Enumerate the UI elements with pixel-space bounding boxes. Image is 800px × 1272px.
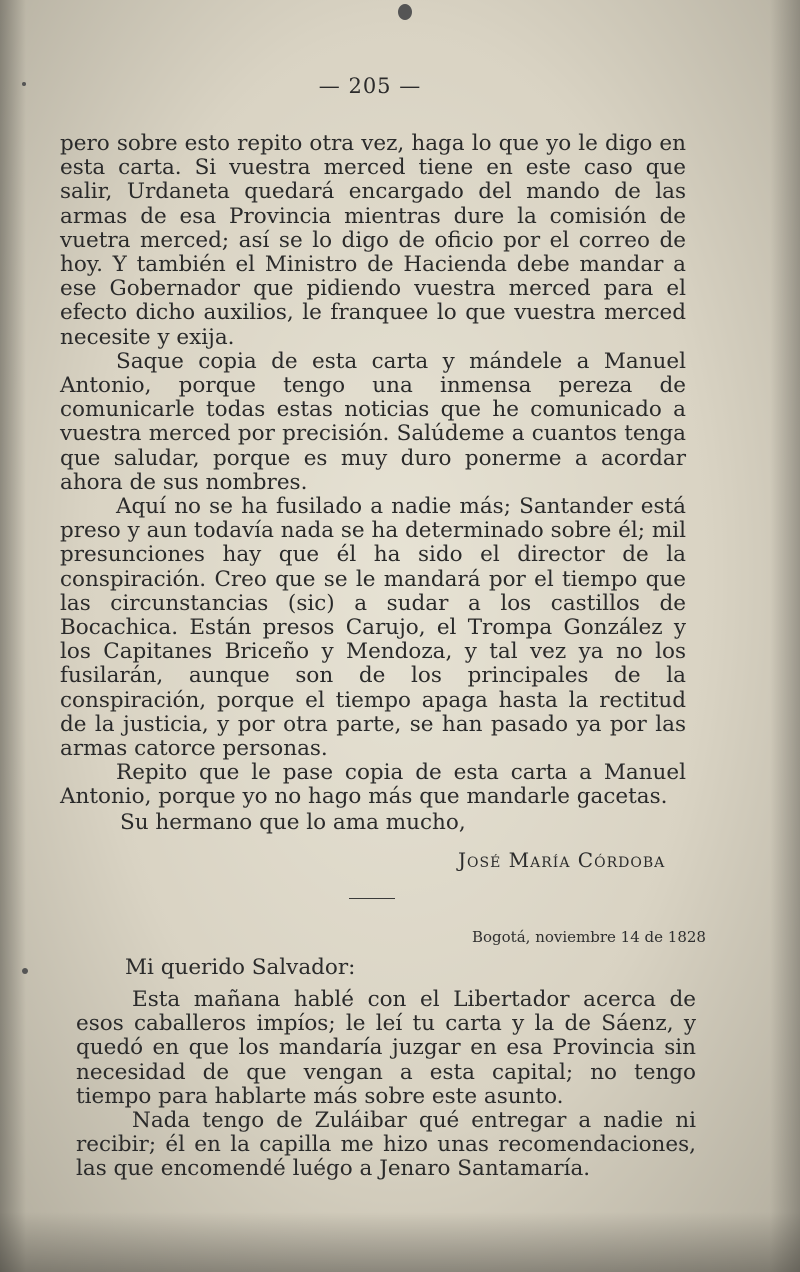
letter-2-paragraph: Esta mañana hablé con el Libertador acerca de esos caballeros impíos; le leí tu carta y la de Sáenz, y quedó en que los mandaría juzgar en esa Provincia sin necesidad de que vengan a esta capital; no tengo tiempo para hablarte más sobre este asunto. [76,987,696,1109]
letter-1-body [60,132,686,810]
page-number: — 205 — [318,74,422,98]
letter-1-paragraph: Aquí no se ha fusilado a nadie más; Santander está preso y aun todavía nada se ha determinado sobre él; mil presunciones hay que él ha sido el director de la conspiración. Creo que se le mandará por el tiempo que las circunstancias (sic) a sudar a los castillos de Bocachica. Están presos Carujo, el Trompa González y los Capitanes Briceño y Mendoza, y tal vez ya no los fusilarán, aunque son de los principales de la conspiración, porque el tiempo apaga hasta la rectitud de la justicia, y por otra parte, se han pasado ya por las armas catorce personas. [60,494,686,762]
letter-2-paragraph: Nada tengo de Zuláibar qué entregar a nadie ni recibir; él en la capilla me hizo unas recomendaciones, las que encomendé luégo a Jenaro Santamaría. [76,1108,696,1182]
letter-1-paragraph: pero sobre esto repito otra vez, haga lo que yo le digo en esta carta. Si vuestra merced tiene en este caso que salir, Urdaneta quedará encargado del mando de las armas de esa Provincia mientras dure la comisión de vuetra merced; así se lo digo de oficio por el correo de hoy. Y también el Ministro de Hacienda debe mandar a ese Gobernador que pidiendo vuestra merced para el efecto dicho auxilios, le franquee lo que vuestra merced necesite y exija. [60,131,686,350]
page-edge-shadow-right [770,0,800,1272]
letter-1-signature: José María Córdoba [458,848,666,872]
letter-1-closing: Su hermano que lo ama mucho, [120,810,466,835]
letter-2-salutation: Mi querido Salvador: [125,955,356,980]
letter-2-dateline: Bogotá, noviembre 14 de 1828 [472,928,706,946]
ink-speck [22,968,28,974]
letter-2-body [76,988,696,1182]
page-edge-shadow-left [0,0,26,1272]
letter-1-paragraph: Repito que le pase copia de esta carta a Manuel Antonio, porque yo no hago más que mandarle gacetas. [60,760,686,810]
page-edge-shadow-bottom [0,1212,800,1272]
ink-speck [398,4,412,20]
section-divider [349,898,395,899]
letter-1-paragraph: Saque copia de esta carta y mándele a Manuel Antonio, porque tengo una inmensa pereza de comunicarle todas estas noticias que he comunicado a vuestra merced por precisión. Salúdeme a cuantos tenga que saludar, porque es muy duro ponerme a acordar ahora de sus nombres. [60,348,686,495]
